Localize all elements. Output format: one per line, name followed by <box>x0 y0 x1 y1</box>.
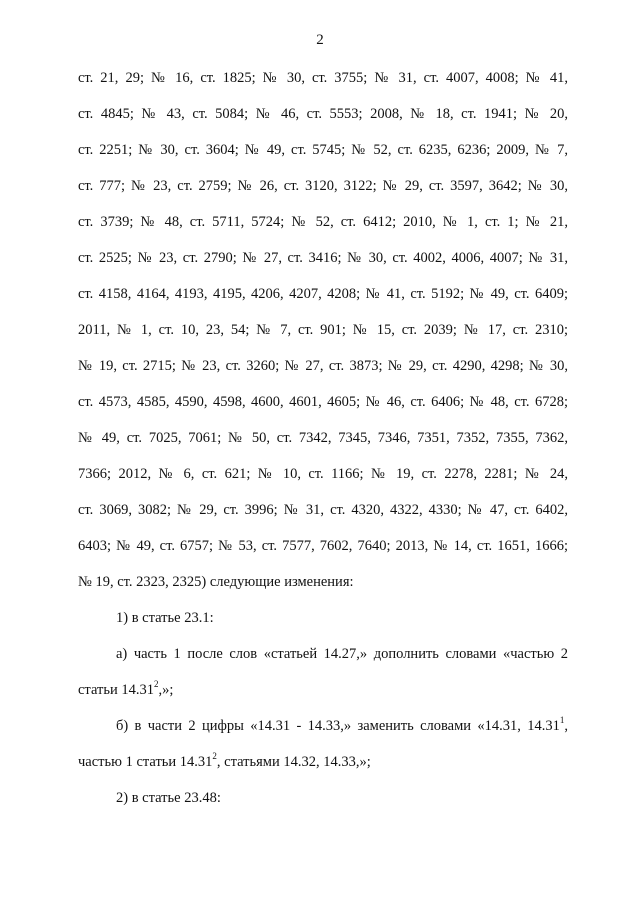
body-line: ст. 2525; № 23, ст. 2790; № 27, ст. 3416; № 30, ст. 4002, 4006, 4007; № 31, <box>78 250 568 266</box>
superscript: 2 <box>153 679 159 690</box>
page-number: 2 <box>316 32 324 48</box>
list-item-1: 1) в статье 23.1: <box>116 610 214 626</box>
body-line: 6403; № 49, ст. 6757; № 53, ст. 7577, 7602, 7640; 2013, № 14, ст. 1651, 1666; <box>78 538 568 554</box>
body-line: 7366; 2012, № 6, ст. 621; № 10, ст. 1166; № 19, ст. 2278, 2281; № 24, <box>78 466 568 482</box>
item-b-text: б) в части 2 цифры «14.31 - 14.33,» заменить словами «14.31, 14.31 <box>116 718 560 734</box>
item-a-tail: ,»; <box>158 682 174 698</box>
body-line: ст. 4158, 4164, 4193, 4195, 4206, 4207, 4208; № 41, ст. 5192; № 49, ст. 6409; <box>78 286 568 302</box>
body-line: ст. 3739; № 48, ст. 5711, 5724; № 52, ст. 6412; 2010, № 1, ст. 1; № 21, <box>78 214 568 230</box>
body-line: № 49, ст. 7025, 7061; № 50, ст. 7342, 7345, 7346, 7351, 7352, 7355, 7362, <box>78 430 568 446</box>
superscript: 1 <box>559 715 565 726</box>
item-a-text: статьи 14.31 <box>78 682 154 698</box>
body-line: ст. 777; № 23, ст. 2759; № 26, ст. 3120, 3122; № 29, ст. 3597, 3642; № 30, <box>78 178 568 194</box>
body-line: 2011, № 1, ст. 10, 23, 54; № 7, ст. 901; № 15, ст. 2039; № 17, ст. 2310; <box>78 322 568 338</box>
list-item-b-line-2 <box>78 752 568 772</box>
body-line: ст. 4845; № 43, ст. 5084; № 46, ст. 5553; 2008, № 18, ст. 1941; № 20, <box>78 106 568 122</box>
body-line: ст. 2251; № 30, ст. 3604; № 49, ст. 5745; № 52, ст. 6235, 6236; 2009, № 7, <box>78 142 568 158</box>
list-item-2: 2) в статье 23.48: <box>116 790 221 806</box>
body-line: ст. 3069, 3082; № 29, ст. 3996; № 31, ст. 4320, 4322, 4330; № 47, ст. 6402, <box>78 502 568 518</box>
item-b-text: частью 1 статьи 14.31 <box>78 754 213 770</box>
body-line: № 19, ст. 2323, 2325) следующие изменения: <box>78 574 354 590</box>
item-b-tail: , статьями 14.32, 14.33,»; <box>216 754 371 770</box>
superscript: 2 <box>212 751 217 762</box>
list-item-a-line-1: а) часть 1 после слов «статьей 14.27,» дополнить словами «частью 2 <box>116 646 568 662</box>
list-item-a-line-2 <box>78 680 568 700</box>
list-item-b-line-1 <box>116 716 568 736</box>
body-line: ст. 21, 29; № 16, ст. 1825; № 30, ст. 3755; № 31, ст. 4007, 4008; № 41, <box>78 70 568 86</box>
body-line: ст. 4573, 4585, 4590, 4598, 4600, 4601, 4605; № 46, ст. 6406; № 48, ст. 6728; <box>78 394 568 410</box>
body-line: № 19, ст. 2715; № 23, ст. 3260; № 27, ст. 3873; № 29, ст. 4290, 4298; № 30, <box>78 358 568 374</box>
item-b-tail: , <box>564 718 568 734</box>
